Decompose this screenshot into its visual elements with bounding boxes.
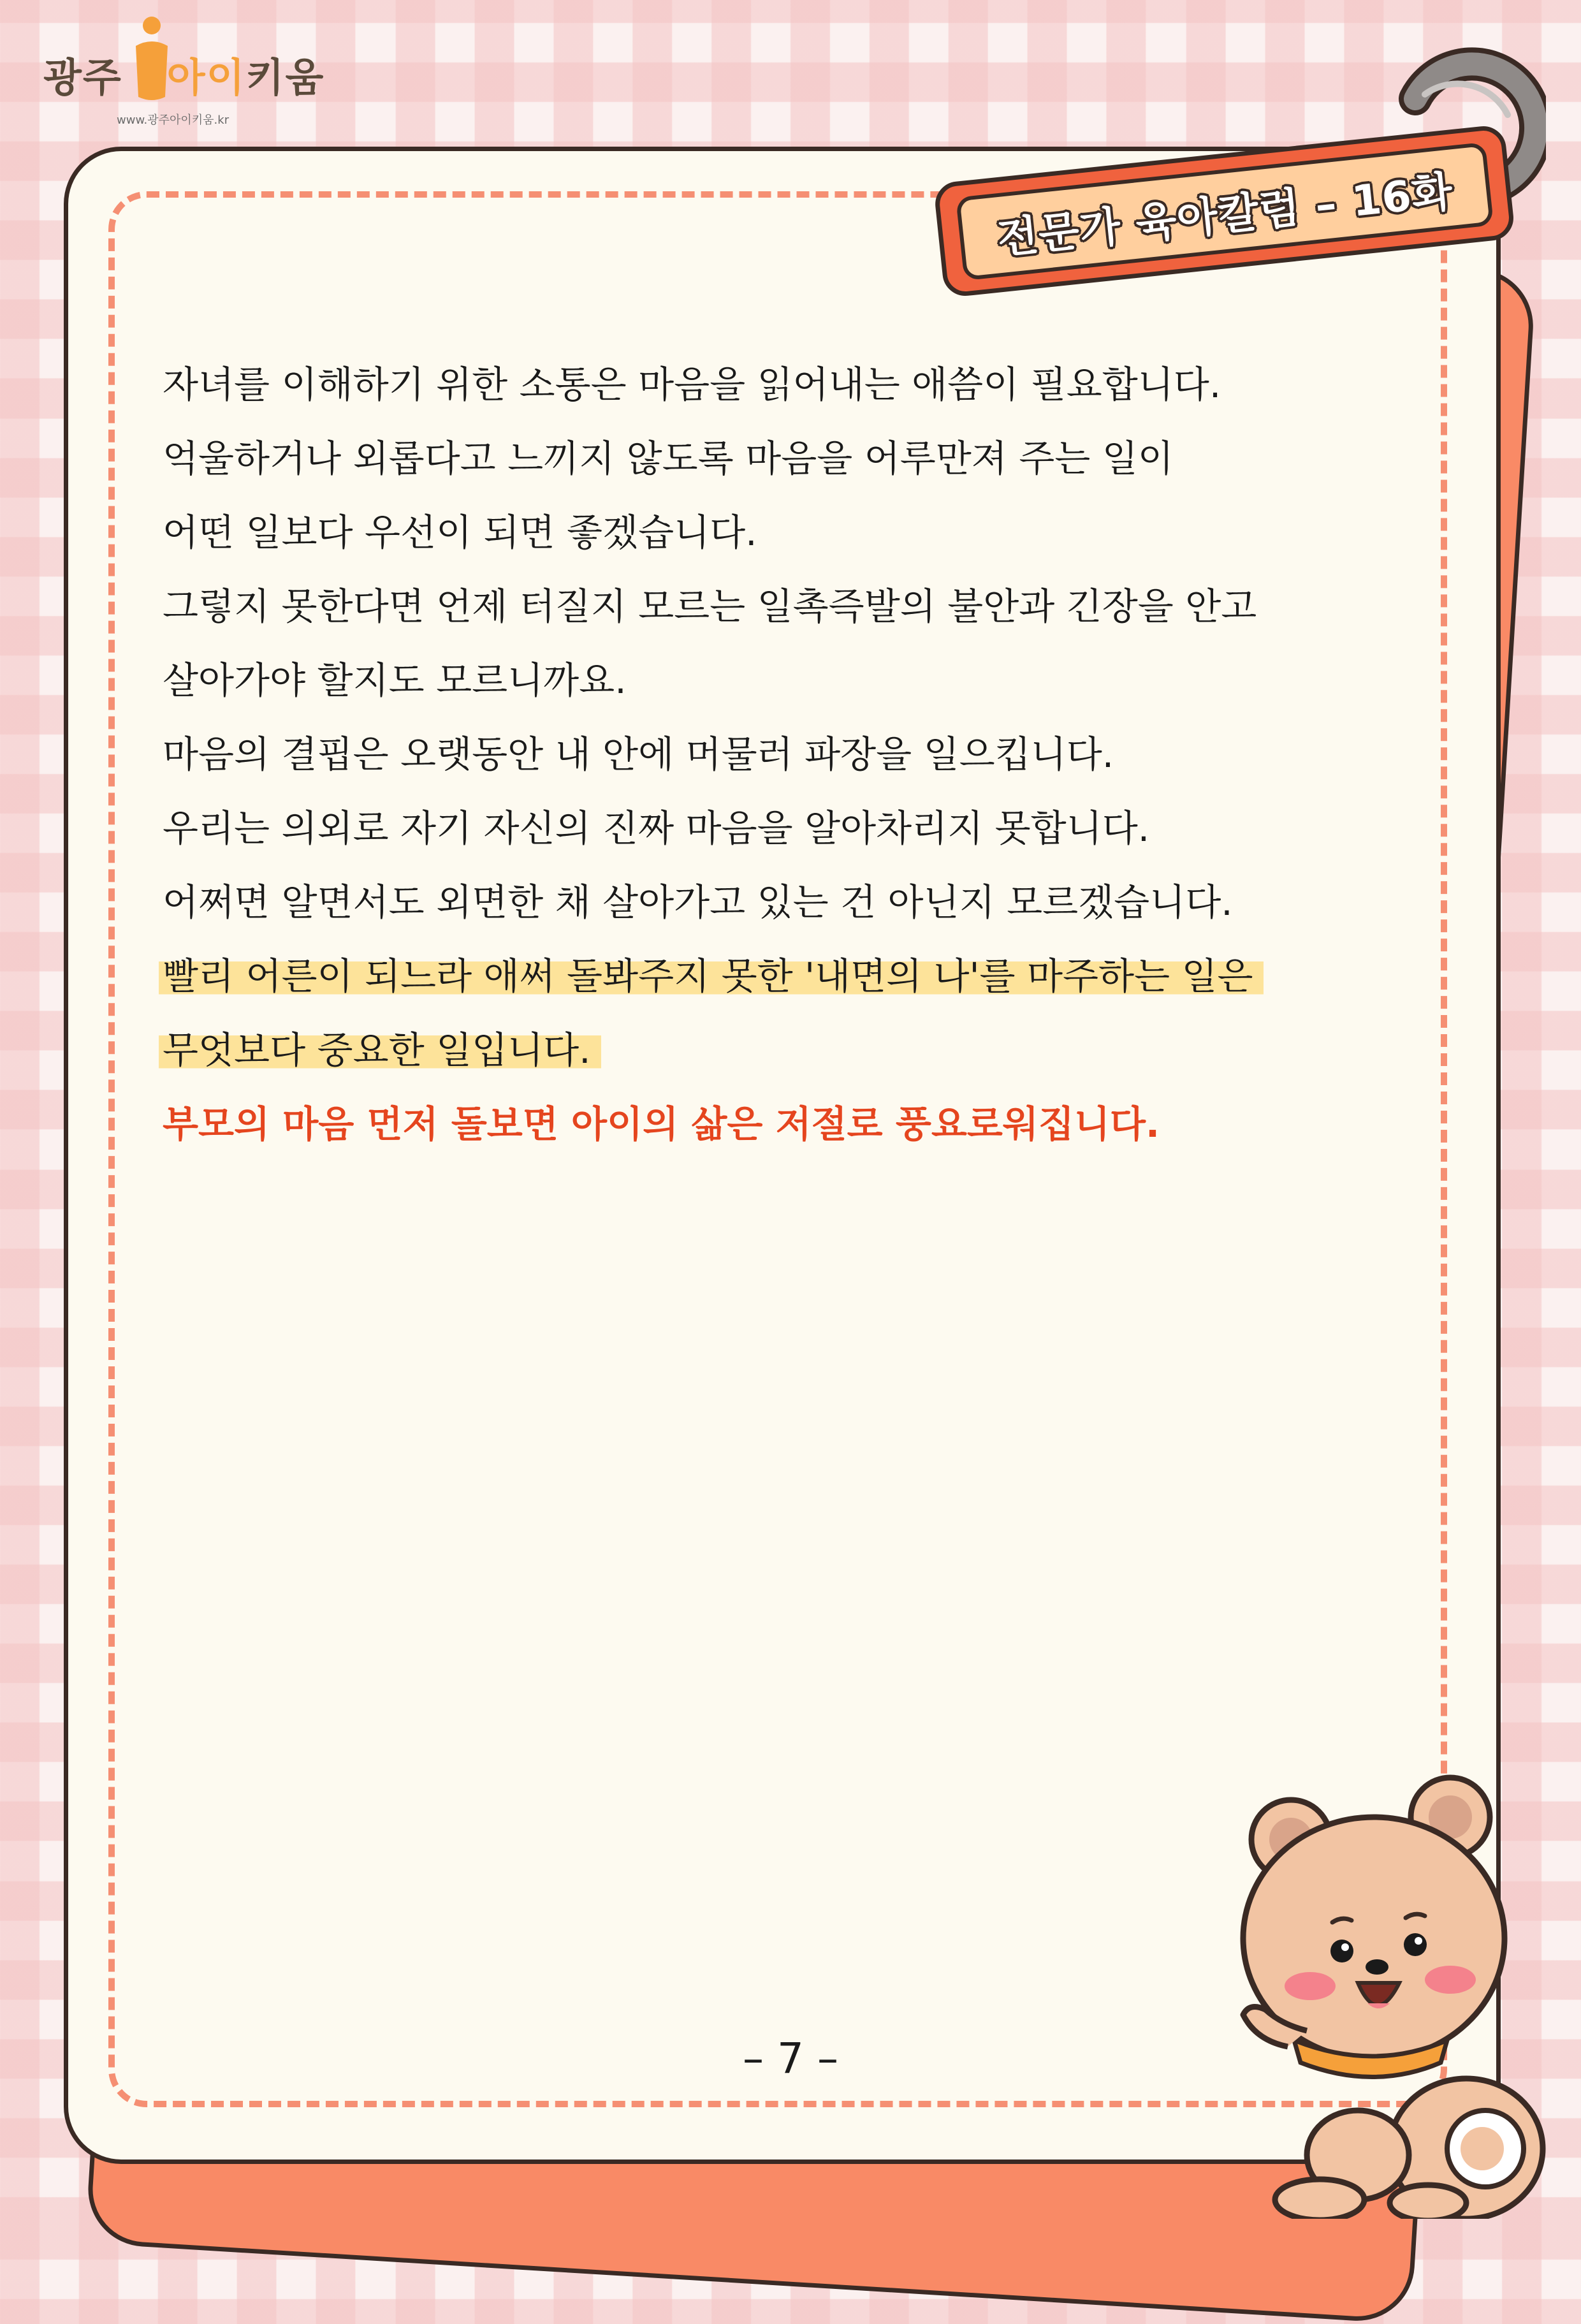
- quokka-mascot: [1237, 1772, 1568, 2219]
- body-line: 마음의 결핍은 오랫동안 내 안에 머물러 파장을 일으킵니다.: [163, 733, 1114, 776]
- highlight-text: 무엇보다 중요한 일입니다.: [159, 1028, 601, 1072]
- body-line: 억울하거나 외롭다고 느끼지 않도록 마음을 어루만져 주는 일이: [163, 437, 1174, 480]
- logo-text: [43, 46, 324, 103]
- logo-text-accent: 아이: [166, 54, 246, 101]
- site-logo: [43, 14, 324, 129]
- emphasis-line: 부모의 마음 먼저 돌보면 아이의 삶은 저절로 풍요로워집니다.: [163, 1102, 1160, 1146]
- highlight-text: 빨리 어른이 되느라 애써 돌봐주지 못한 '내면의 나'를 마주하는 일은: [159, 954, 1264, 998]
- page-number: – 7 –: [743, 2034, 838, 2083]
- highlighted-line: [163, 939, 1412, 1013]
- tag-title: 전문가 육아칼럼 – 16화: [994, 166, 1455, 264]
- body-line: 어쩌면 알면서도 외면한 채 살아가고 있는 건 아닌지 모르겠습니다.: [163, 881, 1233, 924]
- body-line: 그렇지 못한다면 언제 터질지 모르는 일촉즉발의 불안과 긴장을 안고: [163, 585, 1257, 628]
- highlighted-line: [163, 1013, 1412, 1087]
- body-line: 살아가야 할지도 모르니까요.: [163, 659, 627, 702]
- logo-text-right: 키움: [245, 54, 325, 101]
- logo-text-left: 광주: [43, 54, 122, 101]
- body-line: 자녀를 이해하기 위한 소통은 마음을 읽어내는 애씀이 필요합니다.: [163, 363, 1221, 406]
- logo-url: www.광주아이키움.kr: [117, 113, 229, 127]
- column-body: [163, 347, 1412, 1161]
- body-line: 우리는 의외로 자기 자신의 진짜 마음을 알아차리지 못합니다.: [163, 807, 1150, 850]
- body-line: 어떤 일보다 우선이 되면 좋겠습니다.: [163, 511, 757, 554]
